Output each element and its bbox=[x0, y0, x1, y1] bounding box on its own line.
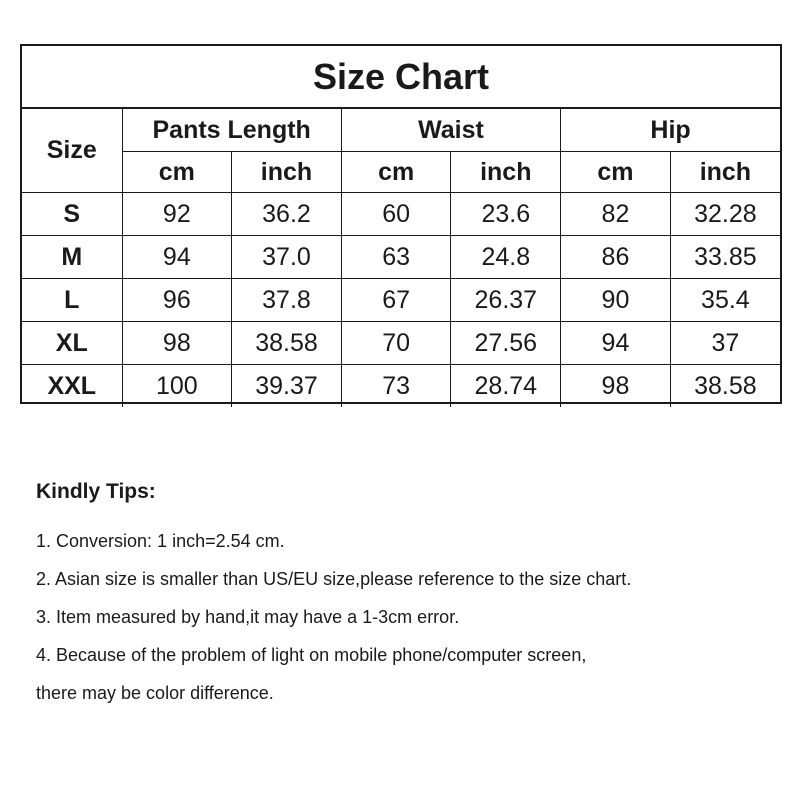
table-cell: 37 bbox=[670, 322, 780, 365]
table-cell: 73 bbox=[341, 365, 451, 408]
table-row bbox=[22, 322, 780, 365]
tip-line: 1. Conversion: 1 inch=2.54 cm. bbox=[36, 531, 285, 551]
unit-header-inch: inch bbox=[451, 152, 561, 193]
tip-line: 3. Item measured by hand,it may have a 1-3cm error. bbox=[36, 607, 460, 627]
table-cell: 90 bbox=[561, 279, 671, 322]
table-cell: 36.2 bbox=[232, 193, 342, 236]
size-table bbox=[22, 109, 780, 407]
table-cell: 98 bbox=[561, 365, 671, 408]
table-cell: 96 bbox=[122, 279, 232, 322]
table-cell: 37.0 bbox=[232, 236, 342, 279]
table-cell: 86 bbox=[561, 236, 671, 279]
kindly-tips bbox=[36, 480, 776, 712]
table-row bbox=[22, 236, 780, 279]
table-cell: 60 bbox=[341, 193, 451, 236]
tips-heading: Kindly Tips: bbox=[36, 480, 156, 503]
size-chart bbox=[20, 44, 782, 404]
table-cell: 100 bbox=[122, 365, 232, 408]
unit-header-cm: cm bbox=[341, 152, 451, 193]
chart-title: Size Chart bbox=[22, 46, 780, 109]
tip-line: there may be color difference. bbox=[36, 683, 274, 703]
group-header-hip: Hip bbox=[561, 109, 780, 152]
table-cell: 98 bbox=[122, 322, 232, 365]
table-row bbox=[22, 365, 780, 408]
table-cell: 70 bbox=[341, 322, 451, 365]
table-cell: 35.4 bbox=[670, 279, 780, 322]
table-cell: 33.85 bbox=[670, 236, 780, 279]
unit-header-inch: inch bbox=[232, 152, 342, 193]
table-cell: 27.56 bbox=[451, 322, 561, 365]
table-cell: 92 bbox=[122, 193, 232, 236]
table-cell: 32.28 bbox=[670, 193, 780, 236]
group-header-pants-length: Pants Length bbox=[122, 109, 341, 152]
table-cell: 67 bbox=[341, 279, 451, 322]
table-cell: 94 bbox=[122, 236, 232, 279]
header-row-units bbox=[22, 152, 780, 193]
unit-header-inch: inch bbox=[670, 152, 780, 193]
size-header: Size bbox=[22, 109, 122, 193]
table-cell: 94 bbox=[561, 322, 671, 365]
table-cell: 38.58 bbox=[232, 322, 342, 365]
tip-line: 4. Because of the problem of light on mobile phone/computer screen, bbox=[36, 645, 587, 665]
table-cell: 37.8 bbox=[232, 279, 342, 322]
size-label: S bbox=[22, 193, 122, 236]
table-cell: 63 bbox=[341, 236, 451, 279]
unit-header-cm: cm bbox=[561, 152, 671, 193]
size-label: L bbox=[22, 279, 122, 322]
size-label: M bbox=[22, 236, 122, 279]
unit-header-cm: cm bbox=[122, 152, 232, 193]
table-cell: 24.8 bbox=[451, 236, 561, 279]
table-cell: 82 bbox=[561, 193, 671, 236]
table-cell: 38.58 bbox=[670, 365, 780, 408]
size-label: XL bbox=[22, 322, 122, 365]
table-cell: 39.37 bbox=[232, 365, 342, 408]
table-row bbox=[22, 193, 780, 236]
tip-line: 2. Asian size is smaller than US/EU size,please reference to the size chart. bbox=[36, 569, 632, 589]
table-row bbox=[22, 279, 780, 322]
table-cell: 28.74 bbox=[451, 365, 561, 408]
table-cell: 26.37 bbox=[451, 279, 561, 322]
header-row-groups bbox=[22, 109, 780, 152]
group-header-waist: Waist bbox=[341, 109, 560, 152]
table-cell: 23.6 bbox=[451, 193, 561, 236]
size-label: XXL bbox=[22, 365, 122, 408]
